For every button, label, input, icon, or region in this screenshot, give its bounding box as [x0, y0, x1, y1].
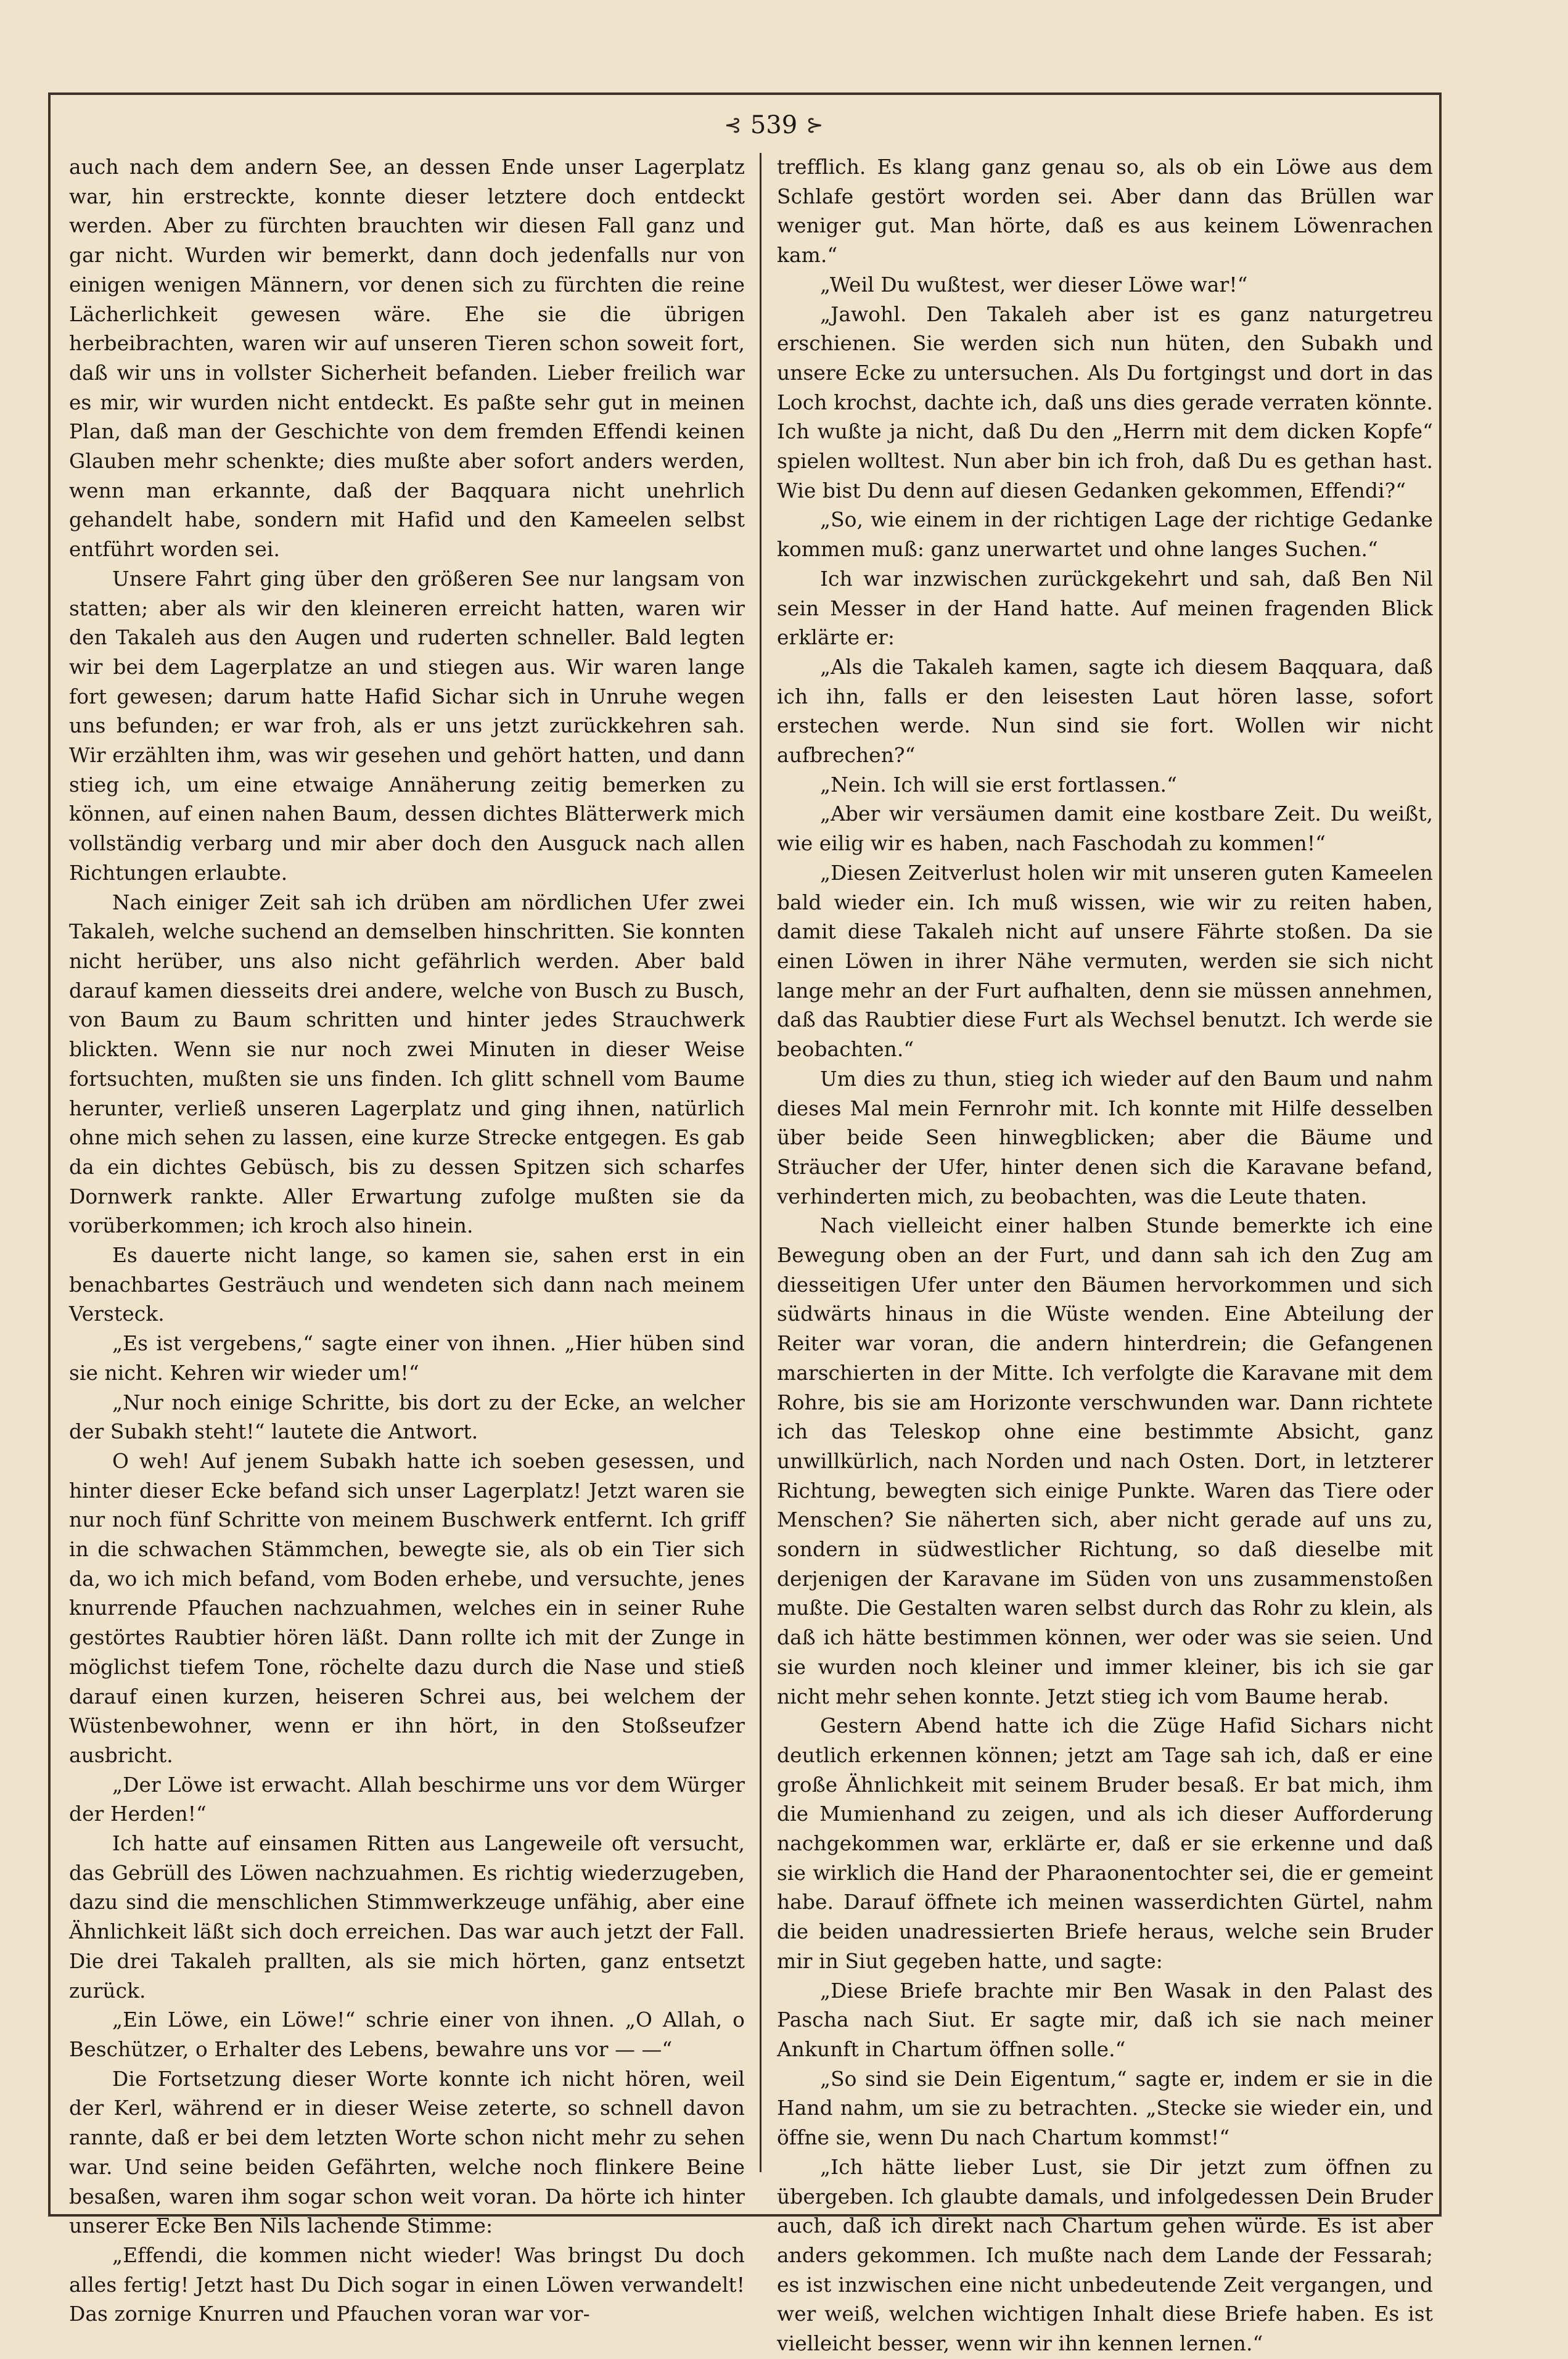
paragraph: O weh! Auf jenem Subakh hatte ich soeben gesessen, und hinter dieser Ecke befand sich unser Lagerplatz! Jetzt waren sie nur noch fünf Schritte von meinem Buschwerk entfernt. Ich griff in die schwachen Stämmchen, bewegte sie, als ob ein Tier sich da, wo ich mich befand, vom Boden erhebe, und versuchte, jenes knurrende Pfauchen nachzuahmen, welches ein in seiner Ruhe gestörtes Raubtier hören läßt. Dann rollte ich mit der Zunge in möglichst tiefem Tone, röchelte dazu durch die Nase und stieß darauf einen kurzen, heiseren Schrei aus, bei welchem der Wüstenbewohner, wenn er ihn hört, in den Stoßseufzer ausbricht.: [69, 1449, 745, 1767]
paragraph: „So sind sie Dein Eigentum,“ sagte er, indem er sie in die Hand nahm, um sie zu betrachten. „Stecke sie wieder ein, und öffne sie, wenn Du nach Chartum kommst!“: [777, 2067, 1433, 2150]
paragraph: Gestern Abend hatte ich die Züge Hafid Sichars nicht deutlich erkennen können; jetzt am Tage sah ich, daß er eine große Ähnlichkeit mit seinem Bruder besaß. Er bat mich, ihm die Mumienhand zu zeigen, und als ich dieser Aufforderung nachgekommen war, erklärte er, daß er sie erkenne und daß sie wirklich die Hand der Pharaonentochter sei, die er gemeint habe. Darauf öffnete ich meinen wasserdichten Gürtel, nahm die beiden unadressierten Briefe heraus, welche sein Bruder mir in Siut gegeben hatte, und sagte:: [777, 1714, 1433, 1973]
paragraph: Es dauerte nicht lange, so kamen sie, sahen erst in ein benachbartes Gesträuch und wendeten sich dann nach meinem Versteck.: [69, 1244, 745, 1326]
paragraph: auch nach dem andern See, an dessen Ende unser Lagerplatz war, hin erstreckte, konnte dieser letztere doch entdeckt werden. Aber zu fürchten brauchten wir diesen Fall ganz und gar nicht. Wurden wir bemerkt, dann doch jedenfalls nur von einigen wenigen Männern, vor denen sich zu fürchten die reine Lächerlichkeit gewesen wäre. Ehe sie die übrigen herbeibrachten, waren wir auf unseren Tieren schon soweit fort, daß wir uns in vollster Sicherheit befanden. Lieber freilich war es mir, wir wurden nicht entdeckt. Es paßte sehr gut in meinen Plan, daß man der Geschichte von dem fremden Effendi keinen Glauben mehr schenkte; dies mußte aber sofort anders werden, wenn man erkannte, daß der Baqquara nicht unehrlich gehandelt habe, sondern mit Hafid und den Kameelen selbst entführt worden sei.: [69, 155, 745, 562]
right-ornament: ⊱: [806, 113, 824, 137]
paragraph: „Nein. Ich will sie erst fortlassen.“: [820, 773, 1177, 797]
paragraph: Die Fortsetzung dieser Worte konnte ich nicht hören, weil der Kerl, während er in dieser Weise zeterte, so schnell davon rannte, daß er bei dem letzten Worte schon nicht mehr zu sehen war. Und seine beiden Gefährten, welche noch flinkere Beine besaßen, waren ihm sogar schon weit voran. Da hörte ich hinter unserer Ecke Ben Nils lachende Stimme:: [69, 2067, 745, 2238]
paragraph: Um dies zu thun, stieg ich wieder auf den Baum und nahm dieses Mal mein Fernrohr mit. Ich konnte mit Hilfe desselben über beide Seen hinwegblicken; aber die Bäume und Sträucher der Ufer, hinter denen sich die Karavane befand, verhinderten mich, zu beobachten, was die Leute thaten.: [777, 1067, 1433, 1208]
paragraph: „Ich hätte lieber Lust, sie Dir jetzt zum öffnen zu übergeben. Ich glaubte damals, und infolgedessen Dein Bruder auch, daß ich direkt nach Chartum gehen würde. Es ist aber anders gekommen. Ich mußte nach dem Lande der Fessarah; es ist inzwischen eine nicht unbedeutende Zeit vergangen, und wer weiß, welchen wichtigen Inhalt diese Briefe haben. Es ist vielleicht besser, wenn wir ihn kennen lernen.“: [777, 2155, 1433, 2356]
paragraph: „Jawohl. Den Takaleh aber ist es ganz naturgetreu erschienen. Sie werden sich nun hüten, den Subakh und unsere Ecke zu untersuchen. Als Du fortgingst und dort in das Loch krochst, dachte ich, daß uns dies gerade verraten könnte. Ich wußte ja nicht, daß Du den „Herrn mit dem dicken Kopfe“ spielen wolltest. Nun aber bin ich froh, daß Du es gethan hast. Wie bist Du denn auf diesen Gedanken gekommen, Effendi?“: [777, 302, 1433, 503]
page-header: [669, 104, 879, 147]
left-ornament: ⊰: [724, 113, 742, 137]
paragraph: „So, wie einem in der richtigen Lage der richtige Gedanke kommen muß: ganz unerwartet und ohne langes Suchen.“: [777, 508, 1433, 562]
paragraph: „Diese Briefe brachte mir Ben Wasak in den Palast des Pascha nach Siut. Er sagte mir, daß ich sie nach meiner Ankunft in Chartum öffnen solle.“: [777, 1979, 1433, 2061]
column-divider: [760, 153, 761, 2172]
paragraph: Unsere Fahrt ging über den größeren See nur langsam von statten; aber als wir den kleineren erreicht hatten, waren wir den Takaleh aus den Augen und ruderten schneller. Bald legten wir bei dem Lagerplatze an und stiegen aus. Wir waren lange fort gewesen; darum hatte Hafid Sichar sich in Unruhe wegen uns befunden; er war froh, als er uns jetzt zurückkehren sah. Wir erzählten ihm, was wir gesehen und gehört hatten, und dann stieg ich, um eine etwaige Annäherung zeitig bemerken zu können, auf einen nahen Baum, dessen dichtes Blätterwerk mich vollständig verbarg und mir aber doch den Ausguck nach allen Richtungen erlaubte.: [69, 567, 745, 885]
left-column: [69, 153, 745, 2326]
paragraph: „Als die Takaleh kamen, sagte ich diesem Baqquara, daß ich ihn, falls er den leisesten Laut hören lasse, sofort erstechen werde. Nun sind sie fort. Wollen wir nicht aufbrechen?“: [777, 655, 1433, 768]
right-column: [777, 153, 1433, 2356]
paragraph: „Der Löwe ist erwacht. Allah beschirme uns vor dem Würger der Herden!“: [69, 1773, 745, 1826]
paragraph: „Weil Du wußtest, wer dieser Löwe war!“: [820, 273, 1248, 297]
paragraph: Ich war inzwischen zurückgekehrt und sah, daß Ben Nil sein Messer in der Hand hatte. Auf meinen fragenden Blick erklärte er:: [777, 567, 1433, 650]
page-number: 539: [750, 111, 798, 139]
paragraph: Nach einiger Zeit sah ich drüben am nördlichen Ufer zwei Takaleh, welche suchend an demselben hinschritten. Sie konnten nicht herüber, uns also nicht gefährlich werden. Aber bald darauf kamen diesseits drei andere, welche von Busch zu Busch, von Baum zu Baum schritten und hinter jedes Strauchwerk blickten. Wenn sie nur noch zwei Minuten in dieser Weise fortsuchten, mußten sie uns finden. Ich glitt schnell vom Baume herunter, verließ unseren Lagerplatz und ging ihnen, natürlich ohne mich sehen zu lassen, eine kurze Strecke entgegen. Es gab da ein dichtes Gebüsch, bis zu dessen Spitzen sich scharfes Dornwerk rankte. Aller Erwartung zufolge mußten sie da vorüberkommen; ich kroch also hinein.: [69, 890, 745, 1238]
paragraph: „Effendi, die kommen nicht wieder! Was bringst Du doch alles fertig! Jetzt hast Du Dich sogar in einen Löwen verwandelt! Das zornige Knurren und Pfauchen voran war vor-: [69, 2243, 745, 2326]
paragraph: „Ein Löwe, ein Löwe!“ schrie einer von ihnen. „O Allah, o Beschützer, o Erhalter des Lebens, bewahre uns vor — —“: [69, 2008, 745, 2061]
paragraph: Nach vielleicht einer halben Stunde bemerkte ich eine Bewegung oben an der Furt, und dann sah ich den Zug am diesseitigen Ufer unter den Bäumen hervorkommen und sich südwärts hinaus in die Wüste wenden. Eine Abteilung der Reiter war voran, die andern hinterdrein; die Gefangenen marschierten in der Mitte. Ich verfolgte die Karavane mit dem Rohre, bis sie am Horizonte verschwunden war. Dann richtete ich das Teleskop ohne eine bestimmte Absicht, ganz unwillkürlich, nach Norden und nach Osten. Dort, in letzterer Richtung, bewegten sich einige Punkte. Waren das Tiere oder Menschen? Sie näherten sich, aber nicht gerade auf uns zu, sondern in südwestlicher Richtung, so daß dieselbe mit derjenigen der Karavane im Süden von uns zusammenstoßen mußte. Die Gestalten waren selbst durch das Rohr zu klein, als daß ich hätte bestimmen können, wer oder was sie seien. Und sie wurden noch kleiner und immer kleiner, bis ich sie gar nicht mehr sehen konnte. Jetzt stieg ich vom Baume herab.: [777, 1214, 1433, 1709]
paragraph: „Es ist vergebens,“ sagte einer von ihnen. „Hier hüben sind sie nicht. Kehren wir wieder um!“: [69, 1332, 745, 1385]
paragraph: „Nur noch einige Schritte, bis dort zu der Ecke, an welcher der Subakh steht!“ lautete die Antwort.: [69, 1390, 745, 1444]
paragraph: „Diesen Zeitverlust holen wir mit unseren guten Kameelen bald wieder ein. Ich muß wissen, wie wir zu reiten haben, damit diese Takaleh nicht auf unsere Fährte stoßen. Da sie einen Löwen in ihrer Nähe vermuten, werden sie sich nicht lange mehr an der Furt aufhalten, denn sie müssen annehmen, daß das Raubtier diese Furt als Wechsel benutzt. Ich werde sie beobachten.“: [777, 861, 1433, 1062]
paragraph: „Aber wir versäumen damit eine kostbare Zeit. Du weißt, wie eilig wir es haben, nach Faschodah zu kommen!“: [777, 802, 1433, 856]
paragraph: Ich hatte auf einsamen Ritten aus Langeweile oft versucht, das Gebrüll des Löwen nachzuahmen. Es richtig wiederzugeben, dazu sind die menschlichen Stimmwerkzeuge unfähig, aber eine Ähnlichkeit läßt sich doch erreichen. Das war auch jetzt der Fall. Die drei Takaleh prallten, als sie mich hörten, ganz entsetzt zurück.: [69, 1832, 745, 2003]
paragraph: trefflich. Es klang ganz genau so, als ob ein Löwe aus dem Schlafe gestört worden sei. Aber dann das Brüllen war weniger gut. Man hörte, daß es aus keinem Löwenrachen kam.“: [777, 155, 1433, 268]
